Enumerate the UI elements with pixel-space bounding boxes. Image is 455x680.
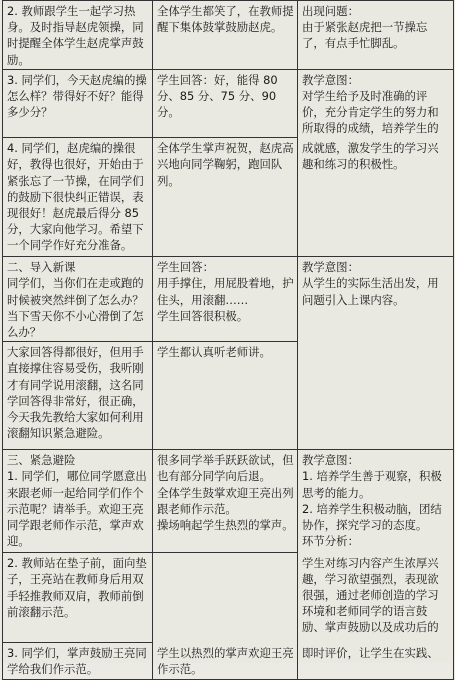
student-activity-cell (153, 69, 298, 137)
student-activity-cell (153, 257, 298, 342)
student-activity-text: 学生以热烈的掌声欢迎王亮作示范。 (157, 645, 294, 676)
teacher-activity-text: 2. 教师跟学生一起学习热身。及时指导赵虎领操，同时提醒全体学生赵虎掌声鼓励。 (7, 4, 144, 67)
teacher-activity-cell (3, 450, 153, 553)
student-activity-cell (153, 450, 298, 553)
teacher-activity-cell (3, 553, 153, 643)
table-row (3, 69, 454, 137)
student-activity-text: 学生回答： 用手撑住，用屁股着地，护住头，用滚翻…… 学生回答很积极。 (157, 260, 294, 323)
table-row (3, 342, 454, 450)
teacher-activity-text: 大家回答得都很好，但用手直接撑住容易受伤，我听刚才有同学说用滚翻，这名同学回答得非常好，很正确，今天我先教给大家如何利用滚翻知识紧急避险。 (7, 345, 144, 441)
teacher-activity-cell (3, 138, 153, 257)
teacher-activity-text: 三、紧急避险 1. 同学们，哪位同学愿意出来跟老师一起给同学们作个示范呢？请举手。欢迎王亮同学跟老师作示范，掌声欢迎。 (7, 453, 147, 549)
table-row (3, 138, 454, 257)
teaching-intent-cell (298, 1, 454, 70)
teaching-intent-text: 即时评价，让学生在实践、 (302, 645, 439, 660)
teaching-intent-text: 学生对练习内容产生浓厚兴趣，学习欲望强烈，表现欲很强，通过老师创造的学习环境和老师同学的语言鼓励、掌声鼓励以及成功后的 (302, 555, 439, 635)
student-activity-text: 学生回答：好，能得 80 分、85 分、75 分、90 分。 (157, 72, 282, 120)
teaching-intent-cell (298, 257, 454, 342)
student-activity-cell (153, 553, 298, 643)
teaching-intent-cell (298, 69, 454, 137)
teaching-intent-text: 教学意图： 对学生给予及时准确的评价，充分肯定学生的努力和所取得的成绩，培养学生的 (302, 72, 439, 136)
teacher-activity-cell (3, 69, 153, 137)
table-row (3, 643, 454, 679)
student-activity-text: 很多同学举手跃跃欲试，但也有部分同学向后退。 全体学生鼓掌欢迎王亮出列跟老师作示范。 操场响起学生热烈的掌声。 (157, 453, 294, 532)
student-activity-cell (153, 342, 298, 450)
student-activity-cell (153, 138, 298, 257)
teacher-activity-text: 3. 同学们，今天赵虎编的操怎么样？带得好不好？能得多少分？ (7, 72, 147, 120)
student-activity-text: 学生都认真听老师讲。 (157, 345, 271, 360)
teaching-intent-text: 教学意图： 从学生的实际生活出发，用问题引入上课内容。 (302, 260, 439, 307)
student-activity-cell (153, 643, 298, 679)
teacher-activity-cell (3, 342, 153, 450)
teacher-activity-text: 3. 同学们，掌声鼓励王亮同学给我们作示范。 (7, 646, 147, 677)
teaching-intent-cell (298, 138, 454, 257)
table-row (3, 553, 454, 643)
teacher-activity-text: 4. 同学们，赵虎编的操很好，教得也很好，开始由于紧张忘了一节操，在同学们的鼓励下很快纠正错误，表现很好！赵虎最后得分 85 分，大家向他学习。希望下一个同学作好充分准备。 (7, 141, 144, 253)
teacher-activity-text: 二、导入新课 同学们，当你们在走或跑的时候被突然绊倒了怎么办？当下雪天你不小心滑倒了怎么办？ (7, 260, 144, 339)
student-activity-cell (153, 1, 298, 70)
teaching-intent-text: 教学意图： 1. 培养学生善于观察，积极思考的能力。 2. 培养学生积极动脑，团结协作，探究学习的态度。 环节分析： (302, 453, 442, 549)
table-row (3, 1, 454, 70)
teaching-intent-text: 出现问题： 由于紧张赵虎把一节操忘了，有点手忙脚乱。 (302, 4, 428, 51)
teacher-activity-cell (3, 643, 153, 679)
student-activity-text: 全体学生掌声祝贺，赵虎高兴地向同学鞠躬，跑回队列。 (157, 141, 294, 188)
table-row (3, 257, 454, 342)
teaching-intent-cell (298, 643, 454, 679)
teacher-activity-cell (3, 1, 153, 70)
lesson-plan-table (2, 0, 454, 680)
teaching-intent-text: 成就感，激发学生的学习兴趣和练习的积极性。 (302, 140, 439, 171)
student-activity-text: 全体学生都笑了，在教师提醒下集体鼓掌鼓励赵虎。 (157, 4, 294, 35)
teaching-intent-cell (298, 553, 454, 643)
teaching-intent-cell (298, 342, 454, 450)
teacher-activity-cell (3, 257, 153, 342)
teacher-activity-text: 2. 教师站在垫子前，面向垫子，王亮站在教师身后用双手轻推教师双肩，教师前倒前滚翻示范。 (7, 556, 147, 619)
table-row (3, 450, 454, 553)
teaching-intent-cell (298, 450, 454, 553)
